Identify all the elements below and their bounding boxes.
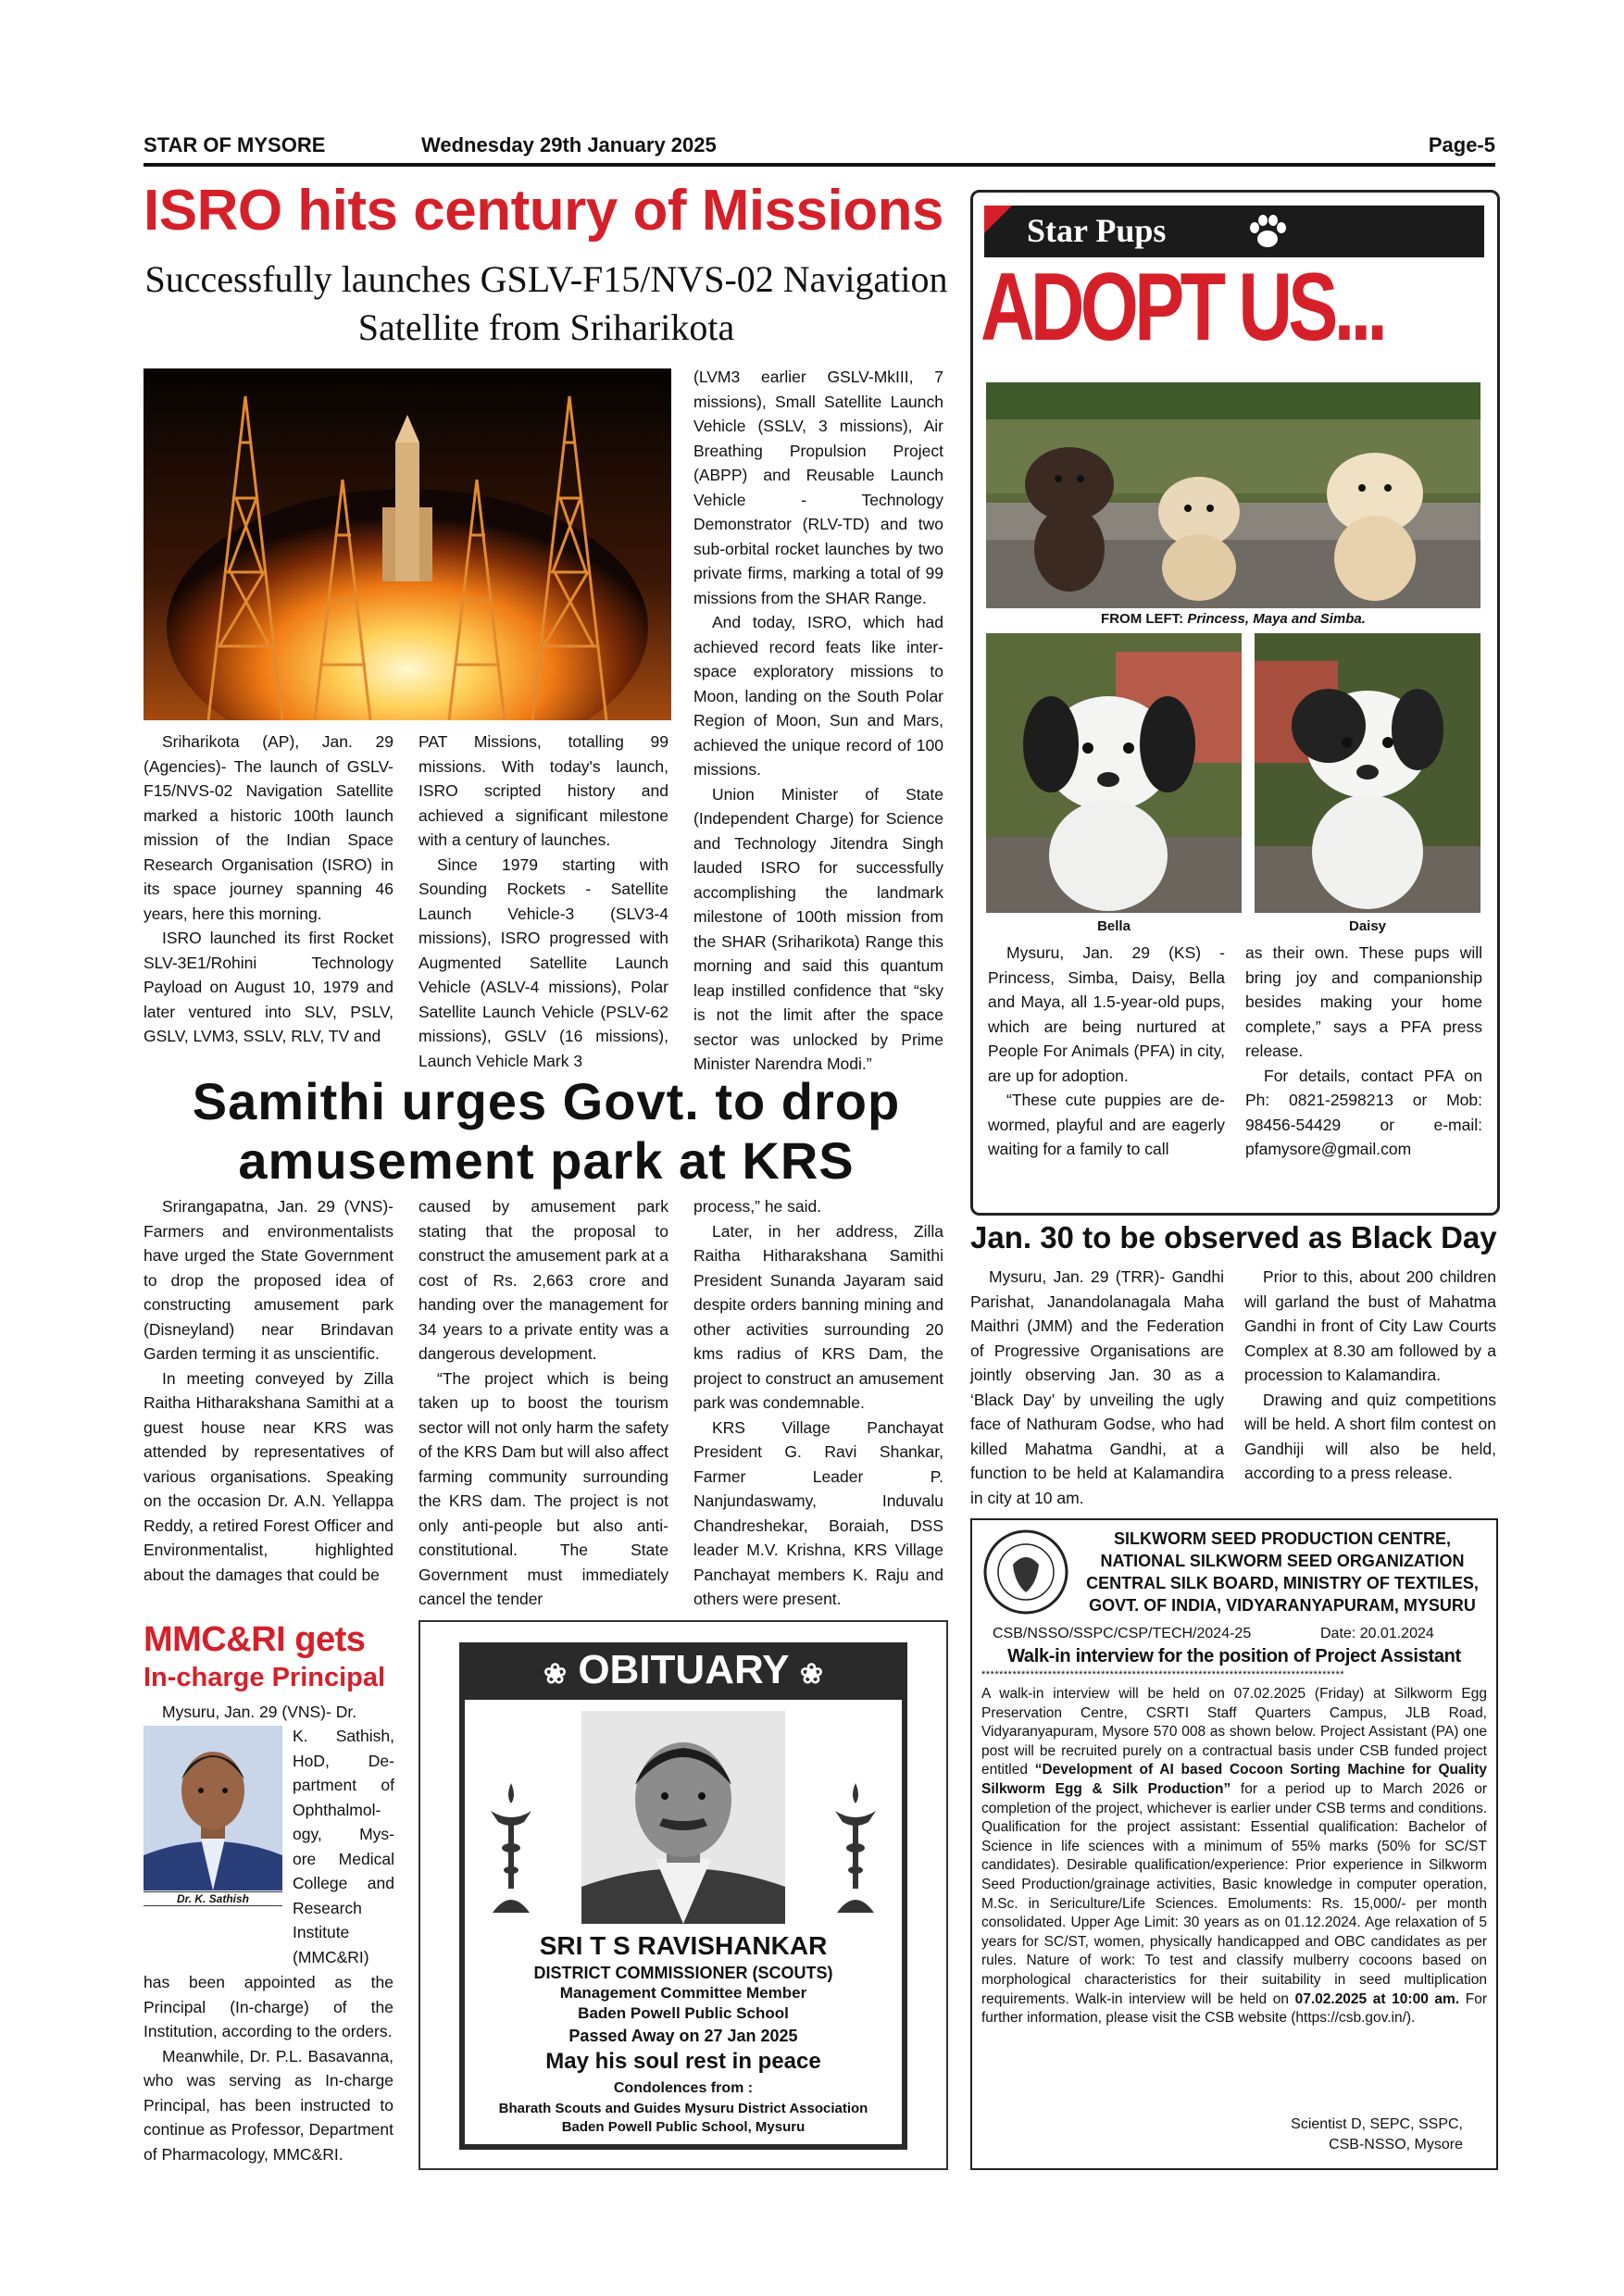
bella-photo xyxy=(986,633,1242,913)
mmcri-line: (MMC&RI) xyxy=(293,1947,369,1966)
isro-para: ISRO launched its first Rocket SLV-3E1/Rohini Technology Payload on August 10, 1979 and later ventured into SLV, PSLV, GSLV, LVM3, SSLV, RLV, TV and xyxy=(144,929,394,1045)
isro-subhead: Successfully launches GSLV-F15/NVS-02 Navigation Satellite from Sriharikota xyxy=(144,258,948,348)
isro-headline: ISRO hits century of Missions xyxy=(144,179,943,243)
samithi-column-3 xyxy=(693,1194,943,1612)
mmcri-below xyxy=(144,1970,394,2166)
obituary-school: Baden Powell Public School xyxy=(578,2004,789,2022)
blackday-column-2 xyxy=(1244,1265,1496,1486)
csb-title: Walk-in interview for the position of Project Assistant xyxy=(1007,1646,1461,1666)
dr-sathish-caption: Dr. K. Sathish xyxy=(144,1891,282,1906)
obituary-title: OBITUARY xyxy=(578,1647,789,1692)
csb-body-text: for a period up to March 2026 or completion of the project, whichever is earlier under CSB terms and conditions. Qualification for the project assistant: Essential qualification: Bachelor of Science in life sciences with a minimum of 55% marks (50% for SC/ST candidates). Desirable qualification/experience: Prior experience in Silkworm Seed Production/grainage activities, Basic knowledge in computer operation, M.Sc. in Sericulture/Life Sciences. Emoluments: Rs. 15,000/- per month consolidated. Upper Age Limit: 30 years as on 01.12.2024. Age relaxation of 5 years for SC/ST, women, physically handicapped and OBC candidates as per rules. Nature of work: To test and classify mulberry cocoons based on morphological characteristics for their suitability in seed multiplication requirements. Walk-in interview will be held on xyxy=(981,1780,1487,2007)
page-number: Page-5 xyxy=(1428,133,1495,156)
mmcri-line: Research xyxy=(293,1898,362,1917)
samithi-para: Srirangapatna, Jan. 29 (VNS)- Farmers and environmentalists have urged the State Government to drop the proposed idea of constructing amusement park (Disneyland) near Brindavan Garden terming it as unscientific. xyxy=(144,1197,394,1363)
rocket-launch-photo xyxy=(144,368,671,720)
pups-para: as their own. These pups will bring joy and companionship besides making your home complete,” says a PFA press release. xyxy=(1245,943,1482,1060)
mmcri-line: Institute xyxy=(293,1923,350,1941)
mmcri-intro xyxy=(144,1700,394,1725)
pups-para: “These cute puppies are de-wormed, playful and are eagerly waiting for a family to call xyxy=(988,1091,1225,1158)
isro-para: (LVM3 earlier GSLV-MkIII, 7 missions), Small Satellite Launch Vehicle (SSLV, 3 missions), Air Breathing Propulsion Project (ABPP) and Reusable Launch Vehicle - Technology Demonstrator (RLV-TD) and two sub-orbital rocket launches by two private firms, marking a total of 99 missions from the SHAR Range. xyxy=(693,368,943,607)
star-pups-tag: Star Pups xyxy=(1027,212,1167,249)
obituary-passed: Passed Away on 27 Jan 2025 xyxy=(568,2027,798,2045)
samithi-column-1 xyxy=(144,1194,394,1587)
csb-ref: CSB/NSSO/SSPC/CSP/TECH/2024-25 xyxy=(993,1626,1252,1641)
csb-org-line: NATIONAL SILKWORM SEED ORGANIZATION xyxy=(1100,1552,1465,1570)
page-header xyxy=(144,130,1495,167)
isro-para: PAT Missions, totalling 99 missions. With today's launch, ISRO scripted history and achieved a significant milestone with a century of launches. xyxy=(418,732,668,849)
three-pups-photo xyxy=(986,382,1480,608)
obituary-name: SRI T S RAVISHANKAR xyxy=(539,1931,828,1960)
flower-icon: ❀ xyxy=(799,1659,824,1690)
csb-body-text: A walk-in interview will be held on 07.02.2025 (Friday) at Silkworm Egg Preservation Centre, CSRTI Staff Quarters Campus, JLB Road, Vidyaranyapuram, Mysore 570 008 as shown below. Project Assistant (PA) one post will be recruited purely on a contractual basis under CSB funded project entitled xyxy=(981,1686,1487,1778)
csb-signature-line: Scientist D, SEPC, SSPC, xyxy=(1291,2116,1463,2132)
samithi-para: caused by amusement park stating that the proposal to construct the amusement park at a cost of Rs. 2,663 crore and handing over the management for 34 years to a private entity was a dangerous development. xyxy=(418,1197,668,1363)
flower-icon: ❀ xyxy=(543,1659,568,1690)
mmcri-line: College and xyxy=(293,1874,394,1892)
csb-org-line: GOVT. OF INDIA, VIDYARANYAPURAM, MYSURU xyxy=(1089,1596,1476,1615)
samithi-column-2 xyxy=(418,1194,668,1612)
mmcri-headline: MMC&RI gets xyxy=(144,1620,366,1659)
csb-project-title: “Development of AI based Cocoon Sorting Machine for Quality Silkworm Egg & Silk Production” xyxy=(981,1762,1487,1797)
pups-column-2 xyxy=(1245,941,1482,1162)
obituary-member: Management Committee Member xyxy=(559,1984,807,2002)
blackday-column-1 xyxy=(970,1265,1224,1510)
obituary-condolences: Condolences from : xyxy=(613,2080,754,2096)
mmcri-para: has been appointed as the Principal (In-charge) of the Institution, according to the orders. xyxy=(144,1973,394,2040)
mmcri-line: HoD, De- xyxy=(293,1751,394,1770)
csb-org-line: CENTRAL SILK BOARD, MINISTRY OF TEXTILES, xyxy=(1086,1574,1479,1592)
obituary-from-1: Bharath Scouts and Guides Mysuru District Association xyxy=(498,2101,868,2116)
mmcri-para: Meanwhile, Dr. P.L. Basavanna, who was serving as In-charge Principal, has been instructed to continue as Professor, Department of Pharmacology, MMC&RI. xyxy=(144,2046,394,2164)
csb-body-text: For further information, please visit the CSB website (https://csb.gov.in/). xyxy=(981,1990,1487,2027)
csb-org xyxy=(1074,1528,1491,1616)
pups-para: For details, contact PFA on Ph: 0821-2598213 or Mob: 98456-54429 or e-mail: pfamysore@gmail.com xyxy=(1245,1066,1482,1158)
obituary-title-row xyxy=(459,1646,907,1699)
daisy-photo xyxy=(1255,633,1480,913)
bella-label: Bella xyxy=(1097,918,1131,934)
star-pups-box xyxy=(970,190,1500,1216)
blackday-para: Prior to this, about 200 children will garland the bust of Mahatma Gandhi in front of City Law Courts Complex at 8.30 am followed by a procession to Kalamandira. xyxy=(1244,1267,1496,1384)
csb-stars: ********************************************************************************** xyxy=(981,1670,1345,1679)
pups-column-1 xyxy=(988,941,1225,1162)
obituary-frame xyxy=(459,1642,907,2150)
csb-signature xyxy=(981,2115,1463,2155)
csb-org-line: SILKWORM SEED PRODUCTION CENTRE, xyxy=(1113,1529,1451,1548)
caption-prefix: FROM LEFT: xyxy=(1101,611,1188,627)
csb-notice xyxy=(970,1518,1498,2170)
blackday-para: Drawing and quiz competitions will be held. A short film contest on Gandhiji will also be held, according to a press release. xyxy=(1244,1390,1496,1482)
mmcri-line: Mysuru, Jan. 29 (VNS)- Dr. xyxy=(162,1703,357,1721)
samithi-para: process,” he said. xyxy=(693,1197,822,1216)
isro-para: Sriharikota (AP), Jan. 29 (Agencies)- The launch of GSLV-F15/NVS-02 Navigation Satellite marked a historic 100th launch mission of the Indian Space Research Organisation (ISRO) in its space journey spanning 46 years, here this morning. xyxy=(144,732,394,923)
oil-lamp-icon xyxy=(483,1783,539,1922)
csb-date: Date: 20.01.2024 xyxy=(1320,1626,1434,1641)
isro-column-1 xyxy=(144,730,394,1049)
samithi-headline: Samithi urges Govt. to drop amusement park at KRS xyxy=(192,1072,901,1190)
mmcri-line: partment of xyxy=(293,1776,394,1794)
paw-icon xyxy=(1247,211,1288,252)
obituary-role: DISTRICT COMMISSIONER (SCOUTS) xyxy=(533,1964,833,1982)
red-corner-icon xyxy=(984,206,1012,233)
samithi-para: KRS Village Panchayat President G. Ravi Shankar, Farmer Leader P. Nanjundaswamy, Induvalu Chandreshekar, Boraiah, DSS leader M.V. Krishna, KRS Village Panchayat members K. Raju and others were present. xyxy=(693,1417,943,1608)
isro-para: And today, ISRO, which had achieved record feats like inter-space exploratory missions to Moon, landing on the South Polar Region of Moon, Sun and Mars, achieved the unique record of 100 missions. xyxy=(693,613,943,779)
blackday-headline: Jan. 30 to be observed as Black Day xyxy=(970,1220,1497,1254)
obituary-rip: May his soul rest in peace xyxy=(545,2049,821,2074)
adopt-us-headline: ADOPT US... xyxy=(981,254,1384,361)
mmcri-beside-photo xyxy=(293,1724,394,1969)
paper-name: STAR OF MYSORE xyxy=(144,133,326,156)
obituary-inner xyxy=(465,1700,902,2144)
issue-date: Wednesday 29th January 2025 xyxy=(421,133,717,156)
samithi-para: “The project which is being taken up to boost the tourism sector will not only harm the safety of the KRS Dam but will also affect farming community surrounding the KRS dam. The project is not only anti-people but also anti-constitutional. The State Government must immediately cancel the tender xyxy=(418,1368,668,1608)
caption-names: Princess, Maya and Simba. xyxy=(1187,611,1366,627)
samithi-para: In meeting conveyed by Zilla Raitha Hitharakshana Samithi at a guest house near KRS was attended by representatives of various organisations. Speaking on the occasion Dr. A.N. Yellappa Reddy, a retired Forest Officer and Environmentalist, highlighted about the damages that could be xyxy=(144,1368,394,1584)
mmcri-line: Ophthalmol- xyxy=(293,1800,381,1819)
mmcri-line: ogy, Mys- xyxy=(293,1825,394,1843)
samithi-para: Later, in her address, Zilla Raitha Hitharakshana Samithi President Sunanda Jayaram said despite orders banning mining and other activities surrounding 20 kms radius of KRS Dam, the project to construct an amusement park was condemnable. xyxy=(693,1221,943,1412)
mmcri-line: K. Sathish, xyxy=(293,1727,394,1745)
csb-body xyxy=(981,1685,1487,2028)
dr-sathish-photo xyxy=(144,1726,282,1890)
mmcri-line: ore Medical xyxy=(293,1849,394,1868)
pups-caption xyxy=(986,611,1480,627)
isro-para: Union Minister of State (Independent Charge) for Science and Technology Jitendra Singh lauded ISRO for successfully accomplishing the landmark milestone of 100th mission from the SHAR (Sriharikota) Range this morning and said this quantum leap instilled confidence that “sky is not the limit after the space sector was unlocked by Prime Minister Narendra Modi.” xyxy=(693,784,943,1073)
obituary-ad xyxy=(418,1620,948,2170)
isro-column-3 xyxy=(693,365,943,1077)
csb-emblem-icon xyxy=(981,1528,1070,1616)
ravishankar-photo xyxy=(581,1711,785,1924)
isro-para: Since 1979 starting with Sounding Rockets - Satellite Launch Vehicle-3 (SLV3-4 missions), ISRO progressed with Augmented Satellite Launch Vehicle (ASLV-4 missions), Polar Satellite Launch Vehicle (PSLV-62 missions), GSLV (16 missions), Launch Vehicle Mark 3 xyxy=(418,855,668,1070)
isro-column-2 xyxy=(418,730,668,1073)
oil-lamp-icon xyxy=(828,1783,883,1922)
pups-para: Mysuru, Jan. 29 (KS) - Princess, Simba, Daisy, Bella and Maya, all 1.5-year-old pups, which are being nurtured at People For Animals (PFA) in city, are up for adoption. xyxy=(988,943,1225,1085)
obituary-from-2: Baden Powell Public School, Mysuru xyxy=(561,2119,806,2135)
mmcri-subhead: In-charge Principal xyxy=(144,1663,386,1692)
daisy-label: Daisy xyxy=(1348,918,1387,934)
star-pups-banner xyxy=(984,206,1484,257)
blackday-para: Mysuru, Jan. 29 (TRR)- Gandhi Parishat, Janandolanagala Maha Maithri (JMM) and the Federation of Progressive Organisations are jointly observing Jan. 30 as a ‘Black Day’ by unveiling the ugly face of Nathuram Godse, who had killed Mahatma Gandhi, at a function to be held at Kalamandira in city at 10 am. xyxy=(970,1267,1224,1507)
csb-interview-time: 07.02.2025 at 10:00 am. xyxy=(1294,1990,1460,2007)
csb-signature-line: CSB-NSSO, Mysore xyxy=(1329,2137,1463,2152)
